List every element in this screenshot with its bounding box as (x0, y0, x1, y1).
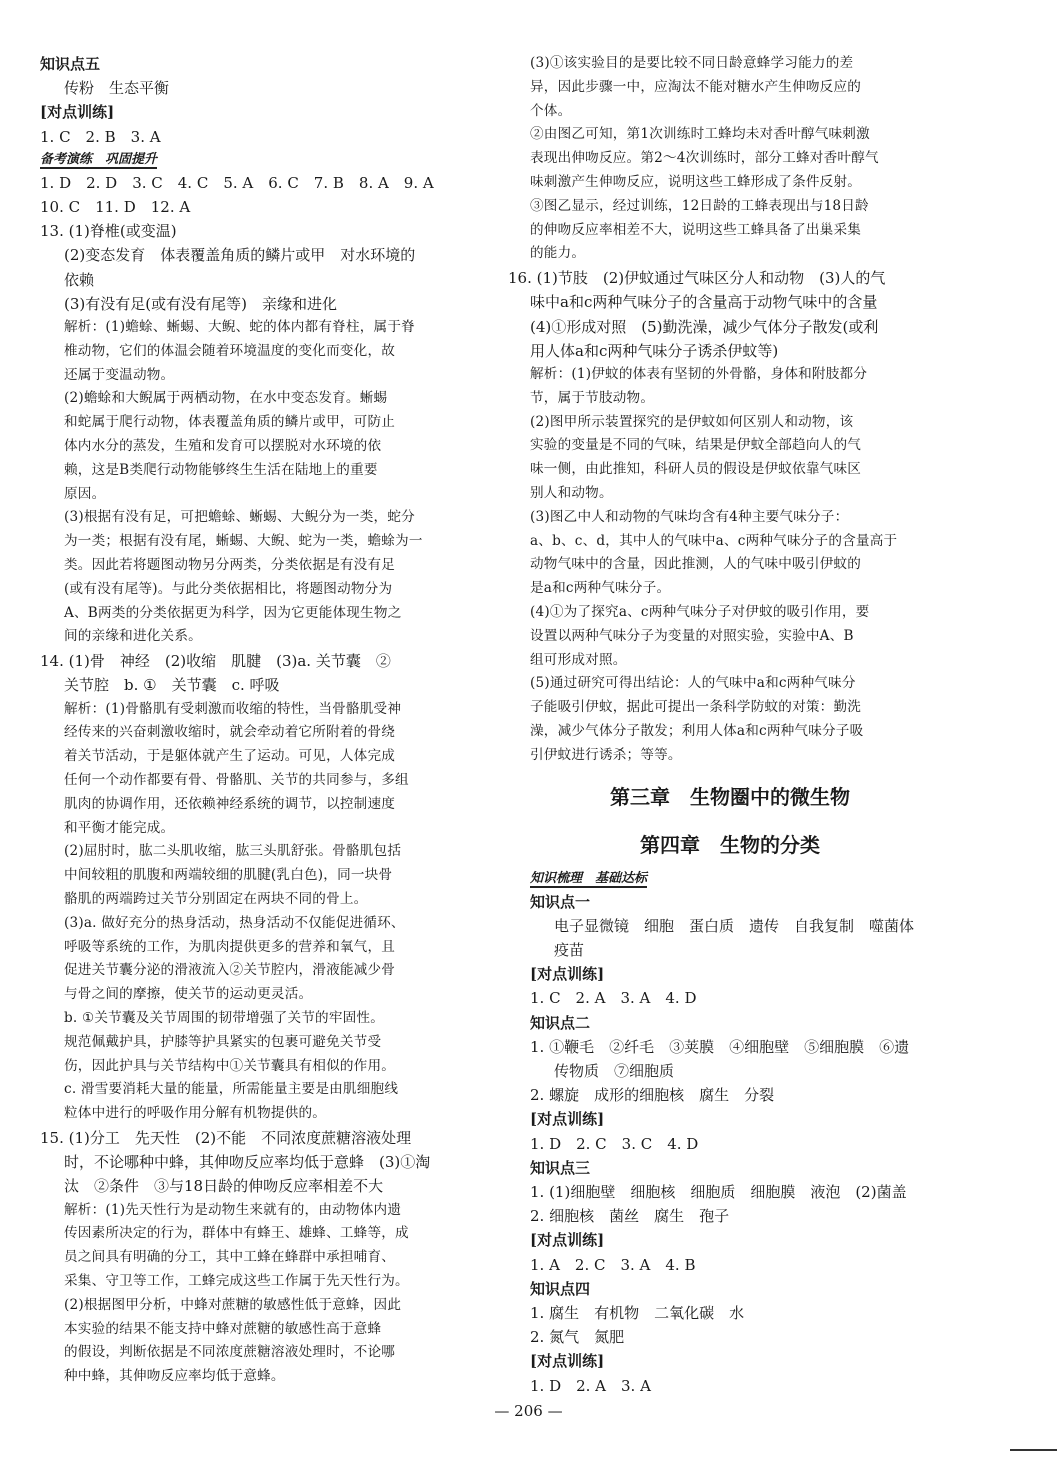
section-banner (40, 149, 512, 171)
chapter-title: 第三章 生物圈中的微生物 (610, 784, 850, 809)
analysis-line: 间的亲缘和进化关系。 (64, 628, 202, 645)
text-line: 传粉 生态平衡 (64, 79, 170, 98)
analysis-line: 着关节活动，于是躯体就产生了运动。可见，人体完成 (64, 748, 396, 765)
text-line: 传物质 ⑦细胞质 (554, 1061, 675, 1080)
analysis-line: 员之间具有明确的分工，其中工蜂在蜂群中承担哺育、 (64, 1249, 396, 1266)
analysis-line: b. ①关节囊及关节周围的韧带增强了关节的牢固性。 (64, 1009, 384, 1026)
answer-line: 14. (1)骨 神经 (2)收缩 肌腱 (3)a. 关节囊 ② (40, 652, 391, 671)
analysis-line: 组可形成对照。 (530, 651, 627, 668)
analysis-line: 解析：(1)骨骼肌有受刺激而收缩的特性，当骨骼肌受神 (64, 700, 402, 717)
analysis-line: 种中蜂，其伸吻反应率均低于意蜂。 (64, 1368, 285, 1385)
analysis-line: (3)根据有没有足，可把蟾蜍、蜥蜴、大鲵分为一类，蛇分 (64, 509, 415, 526)
analysis-line: 引伊蚊进行诱杀；等等。 (530, 746, 682, 763)
analysis-line: 传因素所决定的行为，群体中有蜂王、雄蜂、工蜂等，成 (64, 1225, 409, 1242)
text-line: (3)有没有足(或有没有尾等) 亲缘和进化 (64, 294, 337, 313)
analysis-line: (2)蟾蜍和大鲵属于两栖动物，在水中变态发育。蜥蜴 (64, 390, 388, 407)
analysis-line: 经传来的兴奋刺激收缩时，就会牵动着它所附着的骨绕 (64, 724, 396, 741)
analysis-line: 味刺激产生伸吻反应，说明这些工蜂形成了条件反射。 (530, 173, 862, 190)
analysis-line: (2)屈肘时，肱二头肌收缩，肱三头肌舒张。骨骼肌包括 (64, 843, 402, 860)
analysis-line: 的能力。 (530, 245, 586, 262)
analysis-line: c. 滑雪要消耗大量的能量，所需能量主要是由肌细胞线 (64, 1081, 399, 1098)
answer-line: 1. A 2. C 3. A 4. B (530, 1255, 696, 1274)
section-heading: [对点训练] (530, 1110, 605, 1129)
analysis-line: (4)①为了探究a、c两种气味分子对伊蚊的吸引作用，要 (530, 603, 870, 620)
spacer (530, 768, 930, 778)
analysis-line: 别人和动物。 (530, 484, 613, 501)
answer-line: 1. C 2. B 3. A (40, 127, 161, 146)
right-column (508, 52, 930, 1398)
answer-line: 1. C 2. A 3. A 4. D (530, 989, 697, 1008)
analysis-line: (2)根据图甲分析，中蜂对蔗糖的敏感性低于意蜂，因此 (64, 1296, 402, 1313)
text-line: 汰 ②条件 ③与18日龄的伸吻反应率相差不大 (64, 1177, 384, 1196)
analysis-line: (3)a. 做好充分的热身活动，热身活动不仅能促进循环、 (64, 914, 405, 931)
analysis-line: 促进关节囊分泌的滑液流入②关节腔内，滑液能减少骨 (64, 962, 396, 979)
analysis-line: 任何一个动作都要有骨、骨骼肌、关节的共同参与，多组 (64, 771, 409, 788)
analysis-line: 澡，减少气体分子散发；利用人体a和c两种气味分子吸 (530, 722, 864, 739)
analysis-line: 动物气味中的含量，因此推测，人的气味中吸引伊蚊的 (530, 556, 862, 573)
analysis-line: 还属于变温动物。 (64, 366, 175, 383)
text-line: 时，不论哪种中蜂，其伸吻反应率均低于意蜂 (3)①淘 (64, 1153, 431, 1172)
section-banner (530, 868, 930, 890)
analysis-line: (5)通过研究可得出结论：人的气味中a和c两种气味分 (530, 675, 856, 692)
analysis-line: 肌肉的协调作用，还依赖神经系统的调节，以控制速度 (64, 795, 396, 812)
analysis-line: (或有没有尾等)。与此分类依据相比，将题图动物分为 (64, 580, 393, 597)
answer-line: 16. (1)节肢 (2)伊蚊通过气味区分人和动物 (3)人的气 (508, 269, 886, 288)
section-heading: 知识点五 (40, 55, 101, 73)
text-line: 用人体a和c两种气味分子诱杀伊蚊等) (530, 341, 779, 360)
analysis-line: 节，属于节肢动物。 (530, 389, 655, 406)
analysis-line: 解析：(1)先天性行为是动物生来就有的，由动物体内遗 (64, 1201, 402, 1218)
analysis-line: 采集、守卫等工作，工蜂完成这些工作属于先天性行为。 (64, 1272, 409, 1289)
analysis-line: 呼吸等系统的工作，为肌肉提供更多的营养和氧气，且 (64, 938, 396, 955)
section-heading: 知识点四 (530, 1279, 591, 1298)
text-line: 依赖 (64, 270, 95, 289)
answer-line: 1. D 2. D 3. C 4. C 5. A 6. C 7. B 8. A 9. A (40, 173, 434, 192)
section-heading: [对点训练] (530, 1352, 605, 1371)
section-heading: 知识点二 (530, 1013, 591, 1032)
analysis-line: 中间较粗的肌腹和两端较细的肌腱(乳白色)，同一块骨 (64, 867, 393, 884)
answer-line: 1. D 2. A 3. A (530, 1376, 651, 1395)
text-line: 味中a和c两种气味分子的含量高于动物气味中的含量 (530, 293, 878, 312)
analysis-line: 的伸吻反应率相差不大，说明这些工蜂具备了出巢采集 (530, 221, 862, 238)
analysis-line: 规范佩戴护具，护膝等护具紧实的包裹可避免关节受 (64, 1033, 382, 1050)
answer-line: 1. ①鞭毛 ②纤毛 ③荚膜 ④细胞壁 ⑤细胞膜 ⑥遗 (530, 1037, 910, 1056)
analysis-line: 本实验的结果不能支持中蜂对蔗糖的敏感性高于意蜂 (64, 1320, 382, 1337)
analysis-line: a、b、c、d，其中人的气味中a、c两种气味分子的含量高于 (530, 532, 898, 549)
page-number: — 206 — (494, 1402, 563, 1420)
section-heading: 知识点三 (530, 1158, 591, 1177)
analysis-line: 椎动物，它们的体温会随着环境温度的变化而变化，故 (64, 342, 396, 359)
analysis-line: (2)图甲所示装置探究的是伊蚊如何区别人和动物，该 (530, 413, 854, 430)
analysis-line: 体内水分的蒸发，生殖和发育可以摆脱对水环境的依 (64, 438, 382, 455)
analysis-line: 的假设，判断依据是不同浓度蔗糖溶液处理时，不论哪 (64, 1344, 396, 1361)
text-line: 关节腔 b. ① 关节囊 c. 呼吸 (64, 676, 280, 695)
analysis-line: 和平衡才能完成。 (64, 819, 175, 836)
spacer (530, 816, 930, 826)
answer-line: 10. C 11. D 12. A (40, 198, 191, 217)
analysis-line: 与骨之间的摩擦，使关节的运动更灵活。 (64, 986, 313, 1003)
section-heading: [对点训练] (40, 103, 115, 122)
text-line: 电子显微镜 细胞 蛋白质 遗传 自我复制 噬菌体 (554, 916, 915, 935)
analysis-line: 设置以两种气味分子为变量的对照实验，实验中A、B (530, 627, 854, 644)
answer-line: 1. 腐生 有机物 二氧化碳 水 (530, 1303, 745, 1322)
chapter-title: 第四章 生物的分类 (640, 832, 820, 857)
section-heading: [对点训练] (530, 965, 605, 984)
text-line: (2)变态发育 体表覆盖角质的鳞片或甲 对水环境的 (64, 246, 416, 265)
analysis-line: A、B两类的分类依据更为科学，因为它更能体现生物之 (64, 604, 402, 621)
analysis-line: 解析：(1)伊蚊的体表有坚韧的外骨骼，身体和附肢都分 (530, 365, 868, 382)
analysis-line: ②由图乙可知，第1次训练时工蜂均未对香叶醇气味刺激 (530, 126, 870, 143)
analysis-line: 表现出伸吻反应。第2～4次训练时，部分工蜂对香叶醇气 (530, 150, 879, 167)
text-line: 疫苗 (554, 940, 585, 959)
analysis-line: 为一类；根据有没有尾，蜥蜴、大鲵、蛇为一类，蟾蜍为一 (64, 533, 423, 550)
answer-line: 13. (1)脊椎(或变温) (40, 222, 177, 241)
section-banner-label: 备考演练 巩固提升 (40, 151, 158, 167)
bottom-rule (1010, 1449, 1057, 1451)
left-column (40, 52, 512, 1389)
section-banner-label: 知识梳理 基础达标 (530, 870, 648, 886)
text-line: (4)①形成对照 (5)勤洗澡，减少气体分子散发(或利 (530, 317, 879, 336)
analysis-line: 赖，这是B类爬行动物能够终生生活在陆地上的重要 (64, 461, 378, 478)
analysis-line: (3)图乙中人和动物的气味均含有4种主要气味分子： (530, 508, 849, 525)
analysis-line: 味一侧，由此推知，科研人员的假设是伊蚊依靠气味区 (530, 461, 862, 478)
analysis-line: ③图乙显示，经过训练，12日龄的工蜂表现出与18日龄 (530, 197, 869, 214)
analysis-line: 骼肌的两端跨过关节分别固定在两块不同的骨上。 (64, 890, 368, 907)
answer-line: 2. 螺旋 成形的细胞核 腐生 分裂 (530, 1086, 775, 1105)
analysis-line: 和蛇属于爬行动物，体表覆盖角质的鳞片或甲，可防止 (64, 414, 396, 431)
answer-line: 1. (1)细胞壁 细胞核 细胞质 细胞膜 液泡 (2)菌盖 (530, 1182, 907, 1201)
answer-line: 2. 氮气 氮肥 (530, 1328, 625, 1347)
answer-line: 2. 细胞核 菌丝 腐生 孢子 (530, 1207, 730, 1226)
analysis-line: 实验的变量是不同的气味，结果是伊蚊全部趋向人的气 (530, 437, 862, 454)
analysis-line: (3)①该实验目的是要比较不同日龄意蜂学习能力的差 (530, 55, 854, 71)
analysis-line: 类。因此若将题图动物另分两类，分类依据是有没有足 (64, 557, 396, 573)
analysis-line: 异，因此步骤一中，应淘汰不能对糖水产生伸吻反应的 (530, 78, 862, 95)
analysis-line: 个体。 (530, 102, 572, 119)
analysis-line: 原因。 (64, 485, 106, 502)
answer-line: 1. D 2. C 3. C 4. D (530, 1134, 699, 1153)
section-heading: [对点训练] (530, 1231, 605, 1250)
analysis-line: 伤，因此护具与关节结构中①关节囊具有相似的作用。 (64, 1057, 396, 1074)
analysis-line: 解析：(1)蟾蜍、蜥蜴、大鲵、蛇的体内都有脊柱，属于脊 (64, 319, 415, 336)
analysis-line: 子能吸引伊蚊，据此可提出一条科学防蚊的对策：勤洗 (530, 699, 862, 716)
section-heading: 知识点一 (530, 892, 591, 911)
analysis-line: 粒体中进行的呼吸作用分解有机物提供的。 (64, 1105, 327, 1122)
analysis-line: 是a和c两种气味分子。 (530, 580, 671, 597)
answer-line: 15. (1)分工 先天性 (2)不能 不同浓度蔗糖溶液处理 (40, 1128, 412, 1147)
